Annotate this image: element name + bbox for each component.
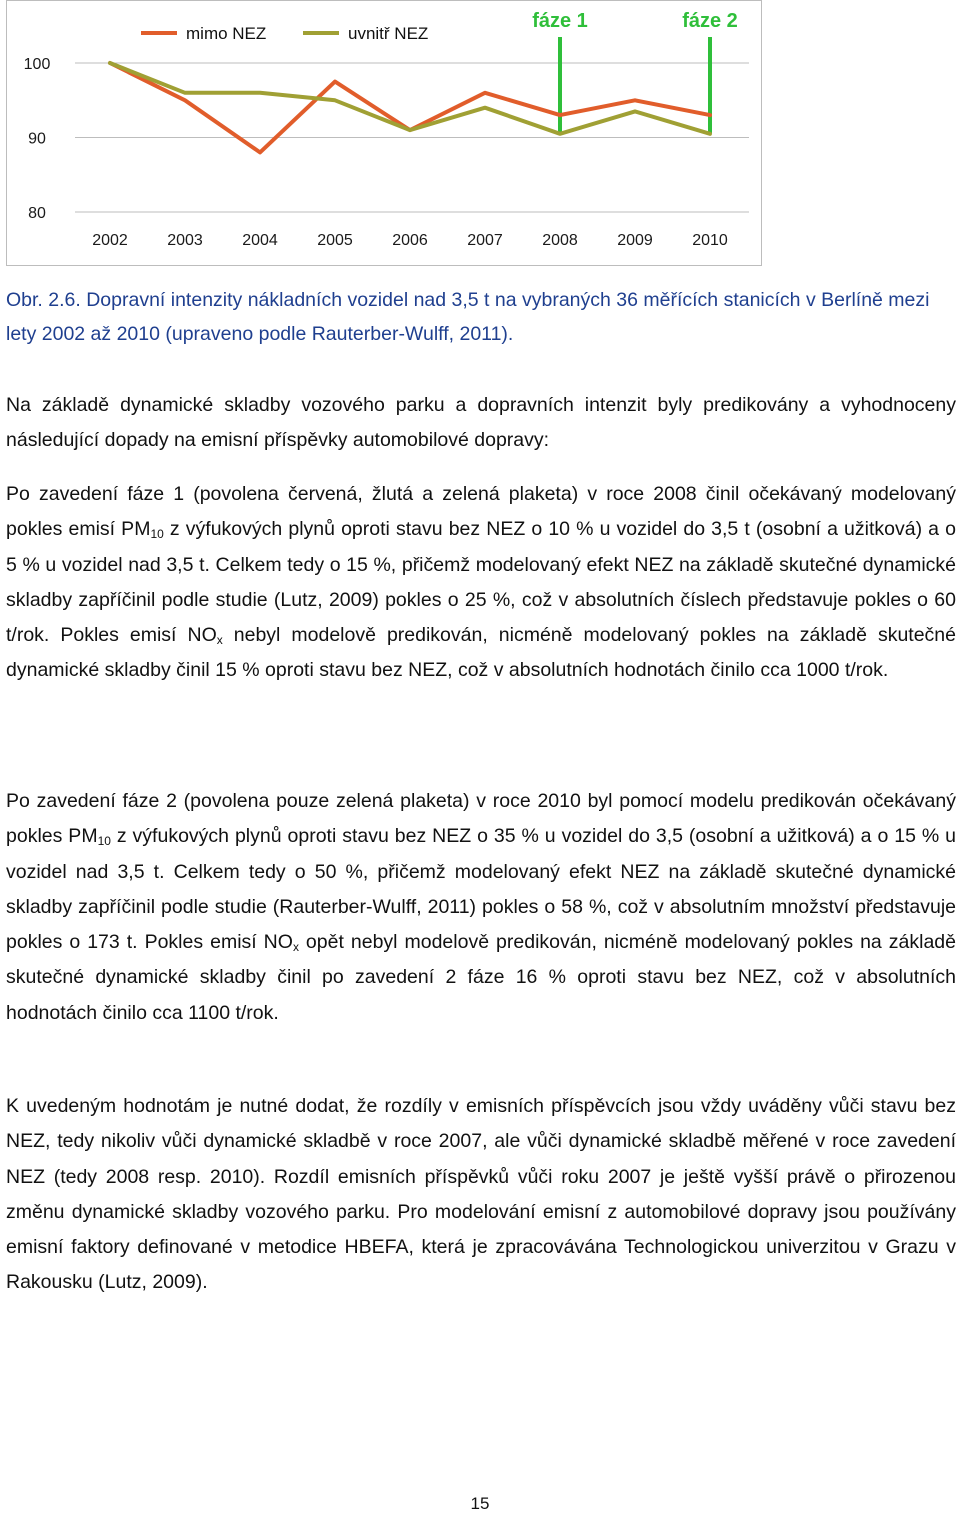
- chart-figure: [6, 0, 762, 266]
- series-2-point: [184, 91, 187, 94]
- series-1-point: [709, 114, 712, 117]
- phase-label: fáze 2: [682, 10, 738, 32]
- x-tick-label: 2003: [167, 232, 203, 249]
- page-number: 15: [470, 1494, 490, 1513]
- y-tick-label: 100: [23, 56, 51, 73]
- series-1-point: [259, 151, 262, 154]
- traffic-line-chart: [7, 1, 761, 265]
- series-line-1: [110, 63, 710, 152]
- series-1-point: [559, 114, 562, 117]
- series-2-point: [334, 99, 337, 102]
- paragraph-phase-1-text-a: Po zavedení fáze 1 (povolena červená, žlutá a zelená plaketa) v roce 2008 činil očekávaný modelovaný pokles emisí PM: [6, 483, 956, 541]
- series-2-point: [709, 132, 712, 135]
- x-tick-label: 2007: [467, 232, 503, 249]
- caption-text: Dopravní intenzity nákladních vozidel nad 3,5 t na vybraných 36 měřících stanicích v Berlíně mezi lety 2002 až 2010 (upraveno podle Rauterber-Wulff, 2011).: [6, 289, 930, 345]
- x-tick-label: 2004: [242, 232, 278, 249]
- phase-label: fáze 1: [532, 10, 588, 32]
- paragraph-note: [6, 1089, 956, 1301]
- figure-caption: [6, 283, 956, 351]
- x-tick-label: 2002: [92, 232, 128, 249]
- paragraph-intro: [6, 388, 956, 459]
- paragraph-phase-2-text-c: opět nebyl modelově predikován, nicméně modelovaný pokles na základě skutečné dynamické skladby činil po zavedení 2 fáze 16 % oproti stavu bez NEZ, což v absolutních hodnotách činilo cca 1100 t/rok.: [6, 931, 956, 1024]
- series-2-point: [259, 91, 262, 94]
- y-tick-label: 90: [28, 130, 46, 148]
- nox-subscript: x: [292, 940, 299, 955]
- paragraph-phase-2-text-b: z výfukových plynů oproti stavu bez NEZ o 35 % u vozidel do 3,5 (osobní a užitková) a o 15 % u vozidel nad 3,5 t. Celkem tedy o 50 %, přičemž modelovaný efekt NEZ na základě skutečné dynamické skladby zapříčinil podle studie (Rauterber-Wulff, 2011) pokles o 58 %, což v absolutním množství představuje pokles o 173 t. Pokles emisí NO: [6, 825, 956, 954]
- paragraph-intro-text: Na základě dynamické skladby vozového parku a dopravních intenzit byly predikovány a vyhodnoceny následující dopady na emisní příspěvky automobilové dopravy:: [6, 394, 956, 452]
- series-2-point: [559, 132, 562, 135]
- legend-label: mimo NEZ: [186, 24, 267, 43]
- series-2-point: [634, 110, 637, 113]
- x-tick-label: 2010: [692, 232, 728, 249]
- series-1-point: [634, 99, 637, 102]
- caption-lead: Obr. 2.6.: [6, 289, 81, 311]
- paragraph-phase-1-text-c: nebyl modelově predikován, nicméně modelovaný pokles na základě skutečné dynamické skladby činil 15 % oproti stavu bez NEZ, což v absolutních hodnotách činilo cca 1000 t/rok.: [6, 624, 956, 682]
- paragraph-note-text: K uvedeným hodnotám je nutné dodat, že rozdíly v emisních příspěvcích jsou vždy uváděny vůči stavu bez NEZ, tedy nikoliv vůči dynamické skladbě v roce 2007, ale vůči dynamické skladbě měřené v roce zavedení NEZ (tedy 2008 resp. 2010). Rozdíl emisních příspěvků vůči roku 2007 je ještě vyšší právě o přirozenou změnu dynamické skladby vozového parku. Pro modelování emisní z automobilové dopravy jsou používány emisní faktory definované v metodice HBEFA, která je zpracovávána Technologickou univerzitou v Grazu v Rakousku (Lutz, 2009).: [6, 1095, 956, 1294]
- series-line-2: [110, 63, 710, 134]
- paragraph-phase-1: [6, 477, 956, 689]
- series-2-point: [409, 129, 412, 132]
- x-tick-label: 2005: [317, 232, 353, 249]
- nox-subscript: x: [216, 633, 223, 648]
- series-2-point: [109, 62, 112, 65]
- series-2-point: [484, 106, 487, 109]
- series-1-point: [334, 80, 337, 83]
- x-tick-label: 2009: [617, 232, 653, 249]
- pm10-subscript: 10: [97, 834, 111, 849]
- x-tick-label: 2006: [392, 232, 428, 249]
- x-tick-label: 2008: [542, 232, 578, 249]
- paragraph-phase-2: [6, 784, 956, 1031]
- paragraph-phase-1-text-b: z výfukových plynů oproti stavu bez NEZ o 10 % u vozidel do 3,5 t (osobní a užitková) a o 5 % u vozidel nad 3,5 t. Celkem tedy o 15 %, přičemž modelovaný efekt NEZ na základě skutečné dynamické skladby zapříčinil podle studie (Lutz, 2009) pokles o 25 %, což v absolutních číslech představuje pokles o 60 t/rok. Pokles emisí NO: [6, 518, 956, 647]
- paragraph-phase-2-text-a: Po zavedení fáze 2 (povolena pouze zelená plaketa) v roce 2010 byl pomocí modelu predikován očekávaný pokles PM: [6, 790, 956, 848]
- series-1-point: [184, 99, 187, 102]
- pm10-subscript: 10: [150, 527, 164, 542]
- y-tick-label: 80: [28, 205, 46, 222]
- legend-label: uvnitř NEZ: [348, 24, 429, 43]
- series-1-point: [484, 91, 487, 94]
